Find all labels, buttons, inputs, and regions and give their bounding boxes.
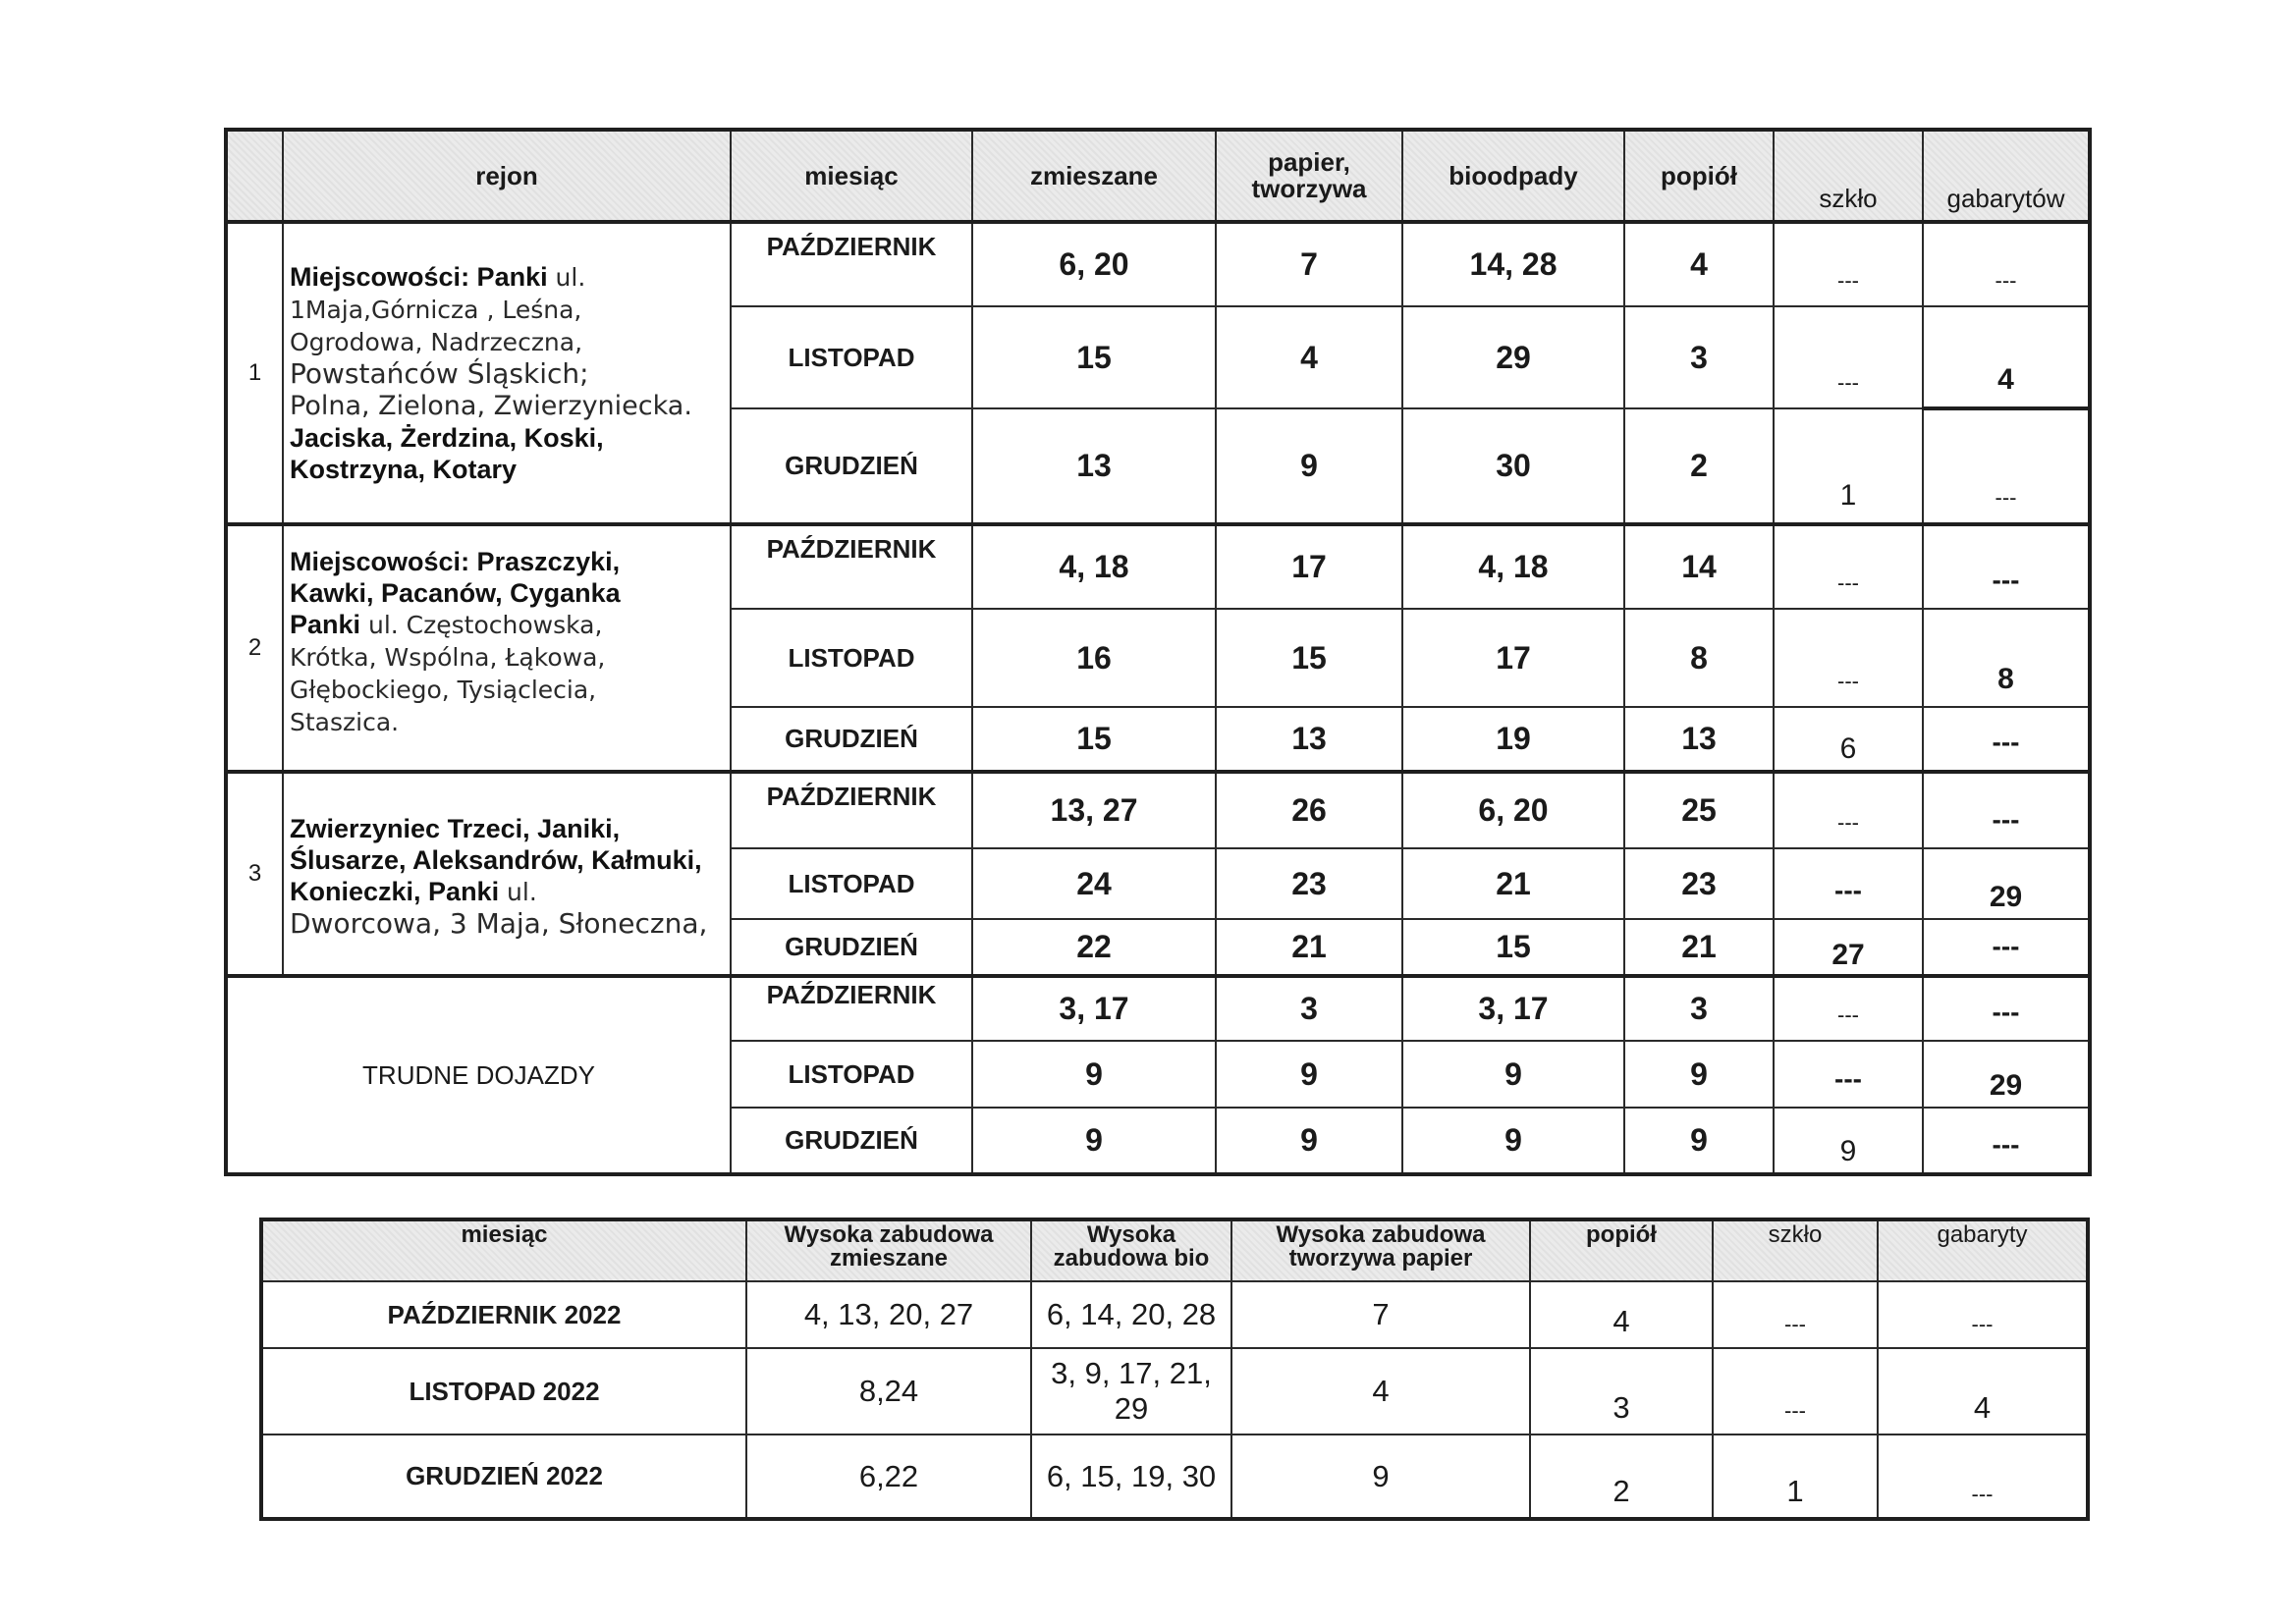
summary-value-line: 29	[1114, 1391, 1149, 1426]
header-miesiac: miesiąc	[731, 130, 972, 222]
region-line: Konieczki, Panki	[290, 877, 500, 906]
value-cell: 16	[972, 609, 1216, 707]
summary-value-cell: 6,22	[746, 1435, 1031, 1519]
summary-value-cell: ---	[1713, 1348, 1878, 1435]
summary-value-line: 6, 14, 20, 28	[1046, 1297, 1217, 1331]
region-line: 1Maja,Górnicza , Leśna,	[290, 296, 582, 324]
value-cell: ---	[1923, 919, 2090, 976]
region-line: Kawki, Pacanów, Cyganka	[290, 578, 621, 608]
summary-value-cell: 7	[1231, 1281, 1530, 1348]
table-row	[226, 222, 2090, 306]
summary-header-line: zmieszane	[829, 1245, 949, 1272]
header-rejon: rejon	[283, 130, 731, 222]
summary-value-cell: 8,24	[746, 1348, 1031, 1435]
value-cell: 23	[1624, 848, 1774, 919]
high-buildings-schedule-table	[259, 1218, 2090, 1521]
summary-row	[261, 1348, 2088, 1435]
collection-schedule-table	[224, 128, 2092, 1176]
value-cell: 27	[1774, 919, 1923, 976]
summary-value-cell: 4, 13, 20, 27	[746, 1281, 1031, 1348]
header-papier-line2: tworzywa	[1251, 174, 1367, 203]
region-line: Miejscowości: Panki	[290, 262, 548, 292]
value-cell: 4	[1216, 306, 1402, 408]
table-row	[226, 976, 2090, 1041]
value-cell: 30	[1402, 408, 1624, 524]
month-cell: PAŹDZIERNIK	[731, 772, 972, 848]
summary-value-cell: ---	[1878, 1435, 2088, 1519]
value-cell: 1	[1774, 408, 1923, 524]
month-cell: GRUDZIEŃ	[731, 919, 972, 976]
table-row	[226, 772, 2090, 848]
value-cell: 4	[1624, 222, 1774, 306]
summary-month-cell: LISTOPAD 2022	[261, 1348, 746, 1435]
value-cell: 13	[1216, 707, 1402, 772]
region-line: Zwierzyniec Trzeci, Janiki,	[290, 814, 621, 843]
month-cell: LISTOPAD	[731, 1041, 972, 1108]
month-cell: GRUDZIEŃ	[731, 1108, 972, 1174]
summary-header-line: Wysoka zabudowa	[1276, 1221, 1486, 1248]
summary-value-cell	[1031, 1435, 1231, 1519]
value-cell: 9	[1216, 1108, 1402, 1174]
value-cell: 15	[1402, 919, 1624, 976]
summary-value-cell: ---	[1713, 1281, 1878, 1348]
value-cell: 6, 20	[972, 222, 1216, 306]
region-line: Jaciska, Żerdzina, Koski,	[290, 423, 604, 453]
region-line: Polna, Zielona, Zwierzyniecka.	[290, 391, 692, 421]
summary-header-szklo: szkło	[1713, 1219, 1878, 1281]
summary-value-cell: 4	[1231, 1348, 1530, 1435]
trudne-dojazdy-label: TRUDNE DOJAZDY	[226, 976, 731, 1174]
value-cell: 9	[1216, 1041, 1402, 1108]
summary-header-papier	[1231, 1219, 1530, 1281]
value-cell: ---	[1923, 772, 2090, 848]
summary-value-line: 6, 15, 19, 30	[1046, 1458, 1217, 1493]
summary-value-cell: 4	[1530, 1281, 1713, 1348]
value-cell: ---	[1923, 524, 2090, 609]
header-zmieszane: zmieszane	[972, 130, 1216, 222]
region-line: Miejscowości: Praszczyki,	[290, 547, 621, 576]
value-cell: 25	[1624, 772, 1774, 848]
header-szklo: szkło	[1774, 130, 1923, 222]
value-cell: 13, 27	[972, 772, 1216, 848]
summary-value-cell	[1031, 1281, 1231, 1348]
region-index: 2	[226, 524, 283, 772]
value-cell: 29	[1923, 848, 2090, 919]
region-line: ul.	[499, 878, 537, 906]
region-line: Ogrodowa, Nadrzeczna,	[290, 328, 583, 356]
value-cell: ---	[1774, 848, 1923, 919]
header-papier	[1216, 130, 1402, 222]
header-index	[226, 130, 283, 222]
header-bioodpady: bioodpady	[1402, 130, 1624, 222]
summary-value-cell: 1	[1713, 1435, 1878, 1519]
value-cell: 26	[1216, 772, 1402, 848]
value-cell: 8	[1923, 609, 2090, 707]
value-cell: 9	[972, 1108, 1216, 1174]
month-cell: GRUDZIEŃ	[731, 707, 972, 772]
region-line: Głębockiego, Tysiąclecia,	[290, 676, 597, 704]
region-line: Staszica.	[290, 708, 400, 736]
value-cell: 3	[1624, 306, 1774, 408]
value-cell: ---	[1774, 609, 1923, 707]
value-cell: 9	[1402, 1041, 1624, 1108]
header-gabarytow: gabarytów	[1923, 130, 2090, 222]
region-index: 1	[226, 222, 283, 524]
month-cell: PAŹDZIERNIK	[731, 222, 972, 306]
summary-month-cell: GRUDZIEŃ 2022	[261, 1435, 746, 1519]
region-line: Kostrzyna, Kotary	[290, 455, 518, 484]
value-cell: 14	[1624, 524, 1774, 609]
value-cell: ---	[1774, 222, 1923, 306]
value-cell: 29	[1923, 1041, 2090, 1108]
value-cell: 4	[1923, 306, 2090, 408]
value-cell: 3	[1216, 976, 1402, 1041]
summary-value-cell: 3	[1530, 1348, 1713, 1435]
summary-month-cell: PAŹDZIERNIK 2022	[261, 1281, 746, 1348]
value-cell: 9	[1216, 408, 1402, 524]
summary-header-line: Wysoka zabudowa	[784, 1221, 994, 1248]
value-cell: 19	[1402, 707, 1624, 772]
summary-header-miesiac: miesiąc	[261, 1219, 746, 1281]
summary-row	[261, 1435, 2088, 1519]
value-cell: 23	[1216, 848, 1402, 919]
header-papier-line1: papier,	[1268, 147, 1350, 177]
value-cell: 15	[972, 707, 1216, 772]
header-row	[226, 130, 2090, 222]
value-cell: 9	[1774, 1108, 1923, 1174]
summary-header-line: tworzywa papier	[1288, 1245, 1473, 1272]
value-cell: 14, 28	[1402, 222, 1624, 306]
region-line: Powstańców Śląskich;	[290, 357, 589, 390]
value-cell: ---	[1923, 707, 2090, 772]
region-line: Ślusarze, Aleksandrów, Kałmuki,	[290, 845, 702, 875]
month-cell: LISTOPAD	[731, 306, 972, 408]
value-cell: 3, 17	[1402, 976, 1624, 1041]
value-cell: ---	[1923, 976, 2090, 1041]
month-cell: PAŹDZIERNIK	[731, 976, 972, 1041]
value-cell: 21	[1216, 919, 1402, 976]
month-cell: GRUDZIEŃ	[731, 408, 972, 524]
value-cell: 9	[1624, 1041, 1774, 1108]
summary-value-cell: ---	[1878, 1281, 2088, 1348]
value-cell: 9	[972, 1041, 1216, 1108]
value-cell: 13	[1624, 707, 1774, 772]
summary-value-cell: 2	[1530, 1435, 1713, 1519]
value-cell: ---	[1923, 222, 2090, 306]
value-cell: 8	[1624, 609, 1774, 707]
table-row	[226, 524, 2090, 609]
value-cell: 22	[972, 919, 1216, 976]
summary-row	[261, 1281, 2088, 1348]
month-cell: LISTOPAD	[731, 848, 972, 919]
summary-header-line: zabudowa bio	[1053, 1245, 1210, 1272]
value-cell: 4, 18	[972, 524, 1216, 609]
region-line: ul. Częstochowska,	[360, 611, 603, 639]
value-cell: 24	[972, 848, 1216, 919]
summary-value-cell	[1031, 1348, 1231, 1435]
value-cell: 17	[1216, 524, 1402, 609]
region-line: ul.	[547, 263, 586, 292]
value-cell: 4, 18	[1402, 524, 1624, 609]
value-cell: 6	[1774, 707, 1923, 772]
value-cell: ---	[1774, 976, 1923, 1041]
region-index: 3	[226, 772, 283, 976]
value-cell: 3, 17	[972, 976, 1216, 1041]
summary-header-bio	[1031, 1219, 1231, 1281]
value-cell: 6, 20	[1402, 772, 1624, 848]
region-line: Panki	[290, 610, 361, 639]
value-cell: 21	[1402, 848, 1624, 919]
value-cell: ---	[1774, 306, 1923, 408]
value-cell: 9	[1402, 1108, 1624, 1174]
summary-header-row	[261, 1219, 2088, 1281]
value-cell: ---	[1923, 408, 2090, 524]
value-cell: 29	[1402, 306, 1624, 408]
summary-header-line: Wysoka	[1086, 1221, 1176, 1248]
value-cell: 15	[972, 306, 1216, 408]
month-cell: PAŹDZIERNIK	[731, 524, 972, 609]
value-cell: ---	[1774, 1041, 1923, 1108]
summary-header-popiol: popiół	[1530, 1219, 1713, 1281]
summary-header-zmieszane	[746, 1219, 1031, 1281]
region-line: Dworcowa, 3 Maja, Słoneczna,	[290, 907, 708, 940]
region-description	[283, 222, 731, 524]
value-cell: 9	[1624, 1108, 1774, 1174]
value-cell: 15	[1216, 609, 1402, 707]
value-cell: 21	[1624, 919, 1774, 976]
month-cell: LISTOPAD	[731, 609, 972, 707]
region-description	[283, 524, 731, 772]
summary-value-cell: 4	[1878, 1348, 2088, 1435]
summary-value-cell: 9	[1231, 1435, 1530, 1519]
value-cell: 7	[1216, 222, 1402, 306]
header-popiol: popiół	[1624, 130, 1774, 222]
region-line: Krótka, Wspólna, Łąkowa,	[290, 643, 606, 672]
value-cell: 3	[1624, 976, 1774, 1041]
summary-header-gabaryty: gabaryty	[1878, 1219, 2088, 1281]
value-cell: ---	[1774, 772, 1923, 848]
value-cell: ---	[1774, 524, 1923, 609]
region-description	[283, 772, 731, 976]
value-cell: ---	[1923, 1108, 2090, 1174]
value-cell: 2	[1624, 408, 1774, 524]
value-cell: 17	[1402, 609, 1624, 707]
summary-value-line: 3, 9, 17, 21,	[1051, 1356, 1212, 1390]
value-cell: 13	[972, 408, 1216, 524]
